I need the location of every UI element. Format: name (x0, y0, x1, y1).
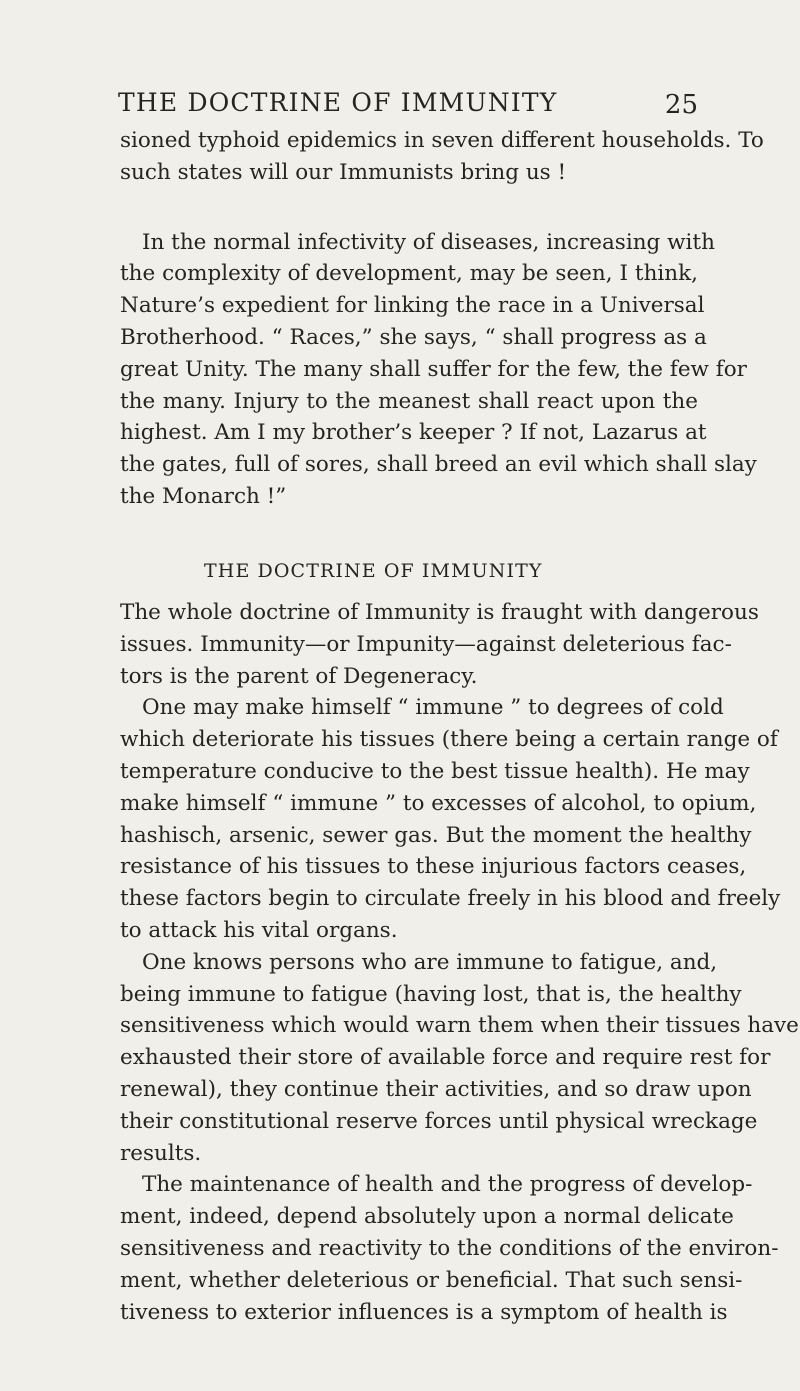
text-line: Brotherhood. “ Races,” she says, “ shall progress as a (120, 325, 707, 350)
text-line: exhausted their store of available force and require rest for (120, 1045, 771, 1071)
text-line: In the normal infectivity of diseases, increasing with (142, 229, 715, 255)
text-line: sioned typhoid epidemics in seven different households. To (120, 128, 764, 153)
text-line: sensitiveness and reactivity to the conditions of the environ- (120, 1236, 779, 1261)
text-line: One may make himself “ immune ” to degrees of cold (142, 695, 724, 721)
page-number: 25 (664, 90, 698, 120)
text-line: which deteriorate his tissues (there being a certain range of (120, 727, 778, 753)
section-heading: THE DOCTRINE OF IMMUNITY (204, 560, 543, 582)
text-line: their constitutional reserve forces until physical wreckage (120, 1108, 758, 1134)
text-line: highest. Am I my brother’s keeper ? If not, Lazarus at (120, 420, 707, 446)
text-line: the Monarch !” (120, 484, 287, 509)
running-head: THE DOCTRINE OF IMMUNITY (118, 88, 558, 117)
text-line: results. (120, 1140, 202, 1166)
text-line: The whole doctrine of Immunity is fraught with dangerous (120, 600, 759, 625)
text-line: to attack his vital organs. (120, 918, 398, 943)
text-line: make himself “ immune ” to excesses of alcohol, to opium, (120, 790, 757, 816)
text-line: resistance of his tissues to these injurious factors ceases, (120, 854, 747, 880)
text-line: renewal), they continue their activities, and so draw upon (120, 1077, 752, 1102)
text-line: sensitiveness which would warn them when their tissues have (120, 1013, 799, 1039)
text-line: temperature conducive to the best tissue health). He may (120, 759, 750, 784)
text-line: such states will our Immunists bring us ! (120, 159, 567, 185)
text-line: tors is the parent of Degeneracy. (120, 663, 478, 689)
text-line: these factors begin to circulate freely in his blood and freely (120, 886, 781, 912)
text-line: the gates, full of sores, shall breed an evil which shall slay (120, 452, 757, 478)
text-line: One knows persons who are immune to fatigue, and, (142, 949, 718, 975)
text-line: Nature’s expedient for linking the race in a Universal (120, 293, 705, 319)
text-line: great Unity. The many shall suffer for the few, the few for (120, 356, 747, 382)
text-line: issues. Immunity—or Impunity—against deleterious fac- (120, 631, 732, 657)
text-line: the many. Injury to the meanest shall react upon the (120, 388, 698, 414)
text-line: the complexity of development, may be seen, I think, (120, 261, 698, 287)
text-line: tiveness to exterior influences is a symptom of health is (120, 1299, 728, 1325)
text-line: ment, indeed, depend absolutely upon a normal delicate (120, 1204, 734, 1230)
text-line: hashisch, arsenic, sewer gas. But the moment the healthy (120, 822, 752, 848)
text-line: ment, whether deleterious or beneficial. That such sensi- (120, 1267, 743, 1293)
text-line: being immune to fatigue (having lost, that is, the healthy (120, 981, 742, 1007)
text-line: The maintenance of health and the progress of develop- (142, 1172, 753, 1198)
